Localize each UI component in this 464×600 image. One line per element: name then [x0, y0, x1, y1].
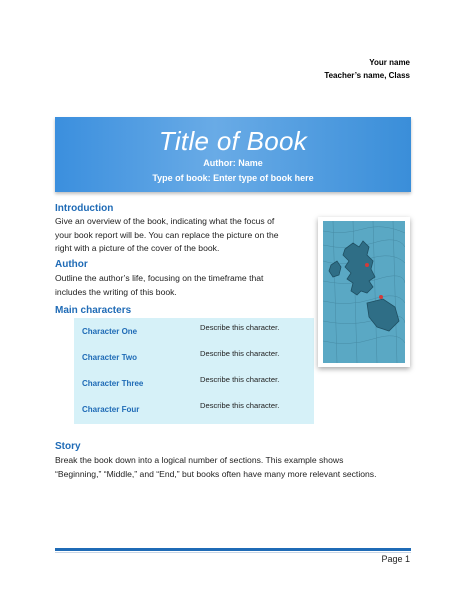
map-illustration [323, 221, 405, 363]
page-number: Page 1 [381, 554, 410, 564]
character-row [74, 396, 314, 422]
title-banner [55, 117, 411, 192]
story-line: “Beginning,” “Middle,” and “End,” but books often have many more relevant sections. [55, 468, 377, 479]
footer-rule-thin [55, 552, 411, 553]
character-table [74, 318, 314, 424]
character-description: Describe this character. [200, 323, 280, 332]
character-name: Character Four [82, 405, 140, 414]
introduction-line: right with a picture of the cover of the book. [55, 243, 220, 253]
author-line: Outline the author’s life, focusing on the timeframe that [55, 273, 264, 283]
author-line: Author: Name [203, 158, 263, 168]
character-row [74, 344, 314, 370]
book-title: Title of Book [158, 126, 308, 156]
character-description: Describe this character. [200, 401, 280, 410]
character-name: Character One [82, 327, 138, 336]
author-paragraph [55, 272, 313, 299]
author-heading: Author [55, 259, 88, 270]
introduction-line: your book report will be. You can replace the picture on the [55, 229, 279, 240]
character-name: Character Two [82, 353, 137, 362]
character-row [74, 318, 314, 344]
teacher-class: Teacher’s name, Class [324, 71, 410, 80]
story-heading: Story [55, 441, 81, 452]
story-paragraph [55, 454, 415, 481]
header-block [324, 56, 410, 82]
character-name: Character Three [82, 379, 144, 388]
character-description: Describe this character. [200, 375, 280, 384]
story-line: Break the book down into a logical number of sections. This example shows [55, 455, 344, 465]
author-line: includes the writing of this book. [55, 286, 177, 297]
book-cover-picture[interactable] [318, 217, 410, 367]
character-row [74, 370, 314, 396]
introduction-heading: Introduction [55, 203, 114, 214]
introduction-line: Give an overview of the book, indicating what the focus of [55, 216, 275, 226]
character-description: Describe this character. [200, 349, 280, 358]
introduction-paragraph [55, 215, 313, 256]
student-name: Your name [369, 58, 410, 67]
type-line: Type of book: Enter type of book here [152, 173, 314, 183]
footer-rule [55, 548, 411, 551]
main-characters-heading: Main characters [55, 305, 132, 316]
